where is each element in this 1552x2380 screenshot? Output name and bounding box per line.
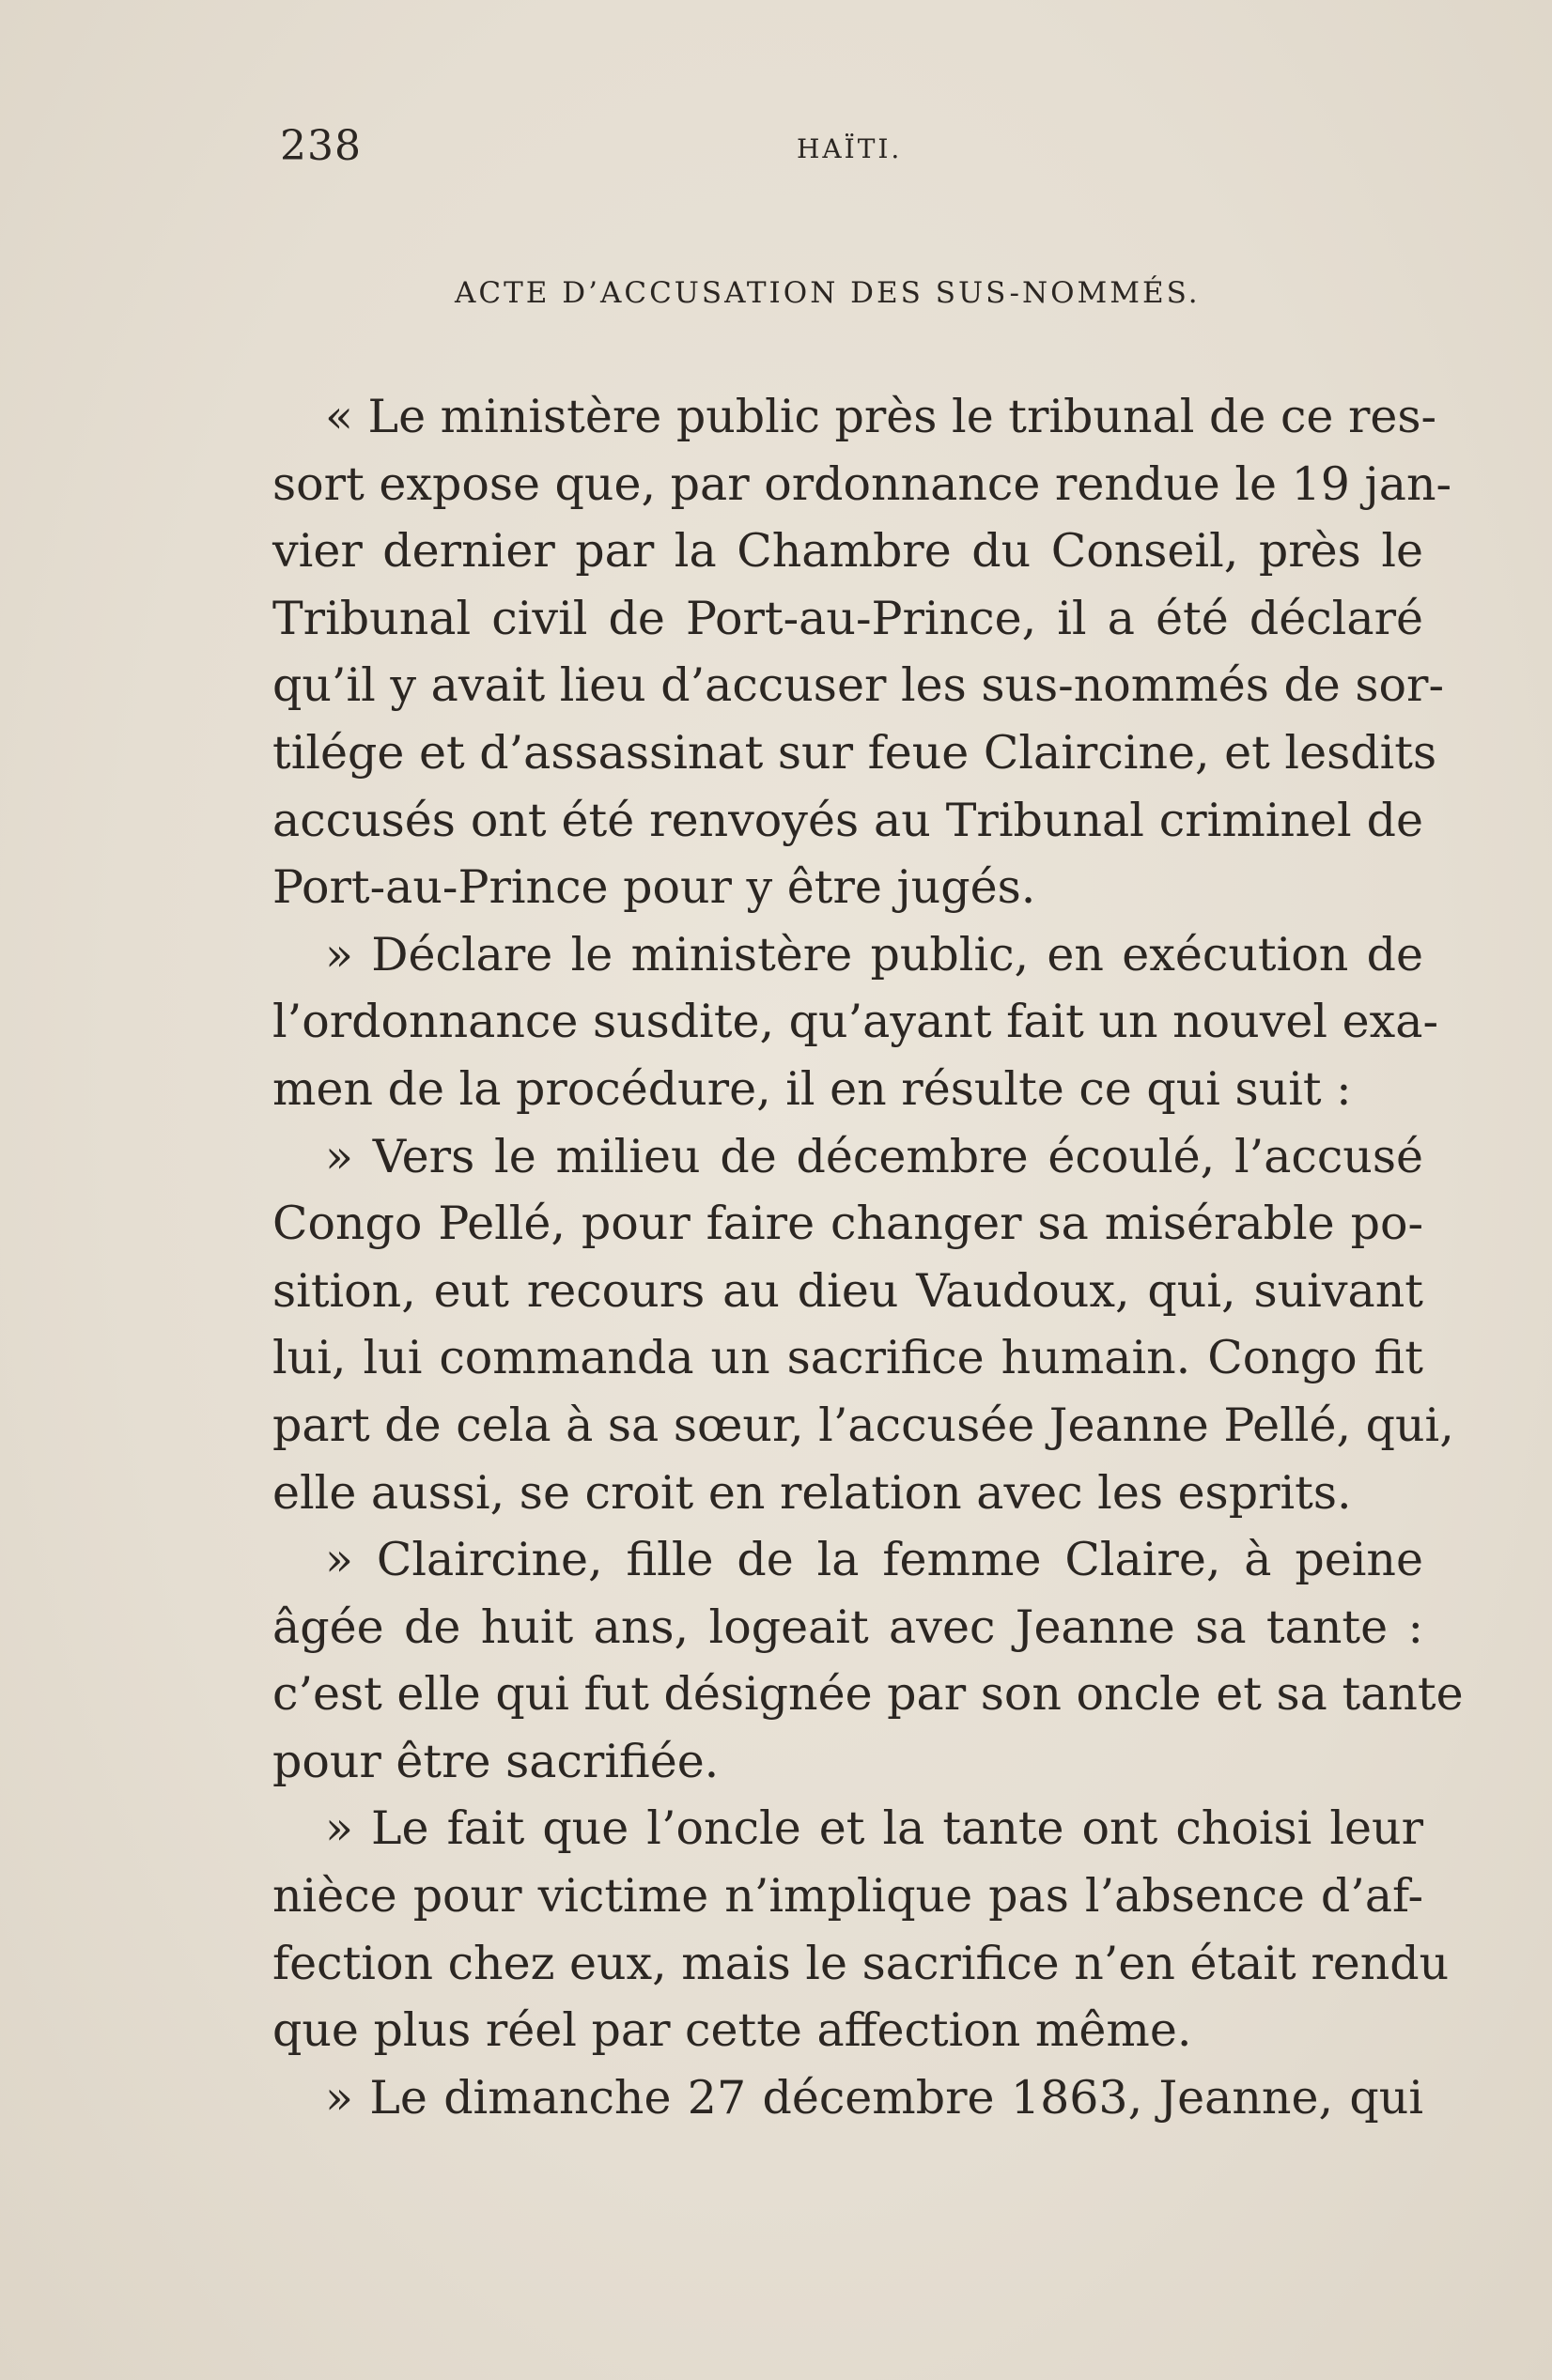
- text-line: « Le ministère public près le tribunal de ce res-: [325, 390, 1437, 443]
- text-line: l’ordonnance susdite, qu’ayant fait un nouvel exa-: [272, 995, 1439, 1049]
- text-line: » Vers le milieu de décembre écoulé, l’accusé: [325, 1129, 1423, 1183]
- text-line: part de cela à sa sœur, l’accusée Jeanne Pellé, qui,: [272, 1398, 1454, 1452]
- body-text: [272, 383, 1464, 2131]
- page-number: 238: [280, 122, 362, 170]
- text-line: Congo Pellé, pour faire changer sa misérable po-: [272, 1197, 1423, 1251]
- running-head: [280, 122, 1426, 178]
- text-line: » Claircine, fille de la femme Claire, à peine: [325, 1533, 1423, 1587]
- text-line: men de la procédure, il en résulte ce qui suit :: [272, 1061, 1352, 1116]
- text-line: qu’il y avait lieu d’accuser les sus-nommés de sor-: [272, 658, 1445, 713]
- text-line: que plus réel par cette affection même.: [272, 2003, 1192, 2058]
- text-line: elle aussi, se croit en relation avec les esprits.: [272, 1465, 1352, 1520]
- running-title: HAÏTI.: [797, 133, 903, 164]
- text-line: fection chez eux, mais le sacrifice n’en était rendu: [272, 1936, 1450, 1990]
- text-line: nièce pour victime n’implique pas l’absence d’af-: [272, 1869, 1423, 1924]
- text-line: c’est elle qui fut désignée par son oncle et sa tante: [272, 1667, 1464, 1722]
- text-line: Tribunal civil de Port-au-Prince, il a été déclaré: [272, 591, 1423, 645]
- text-line: » Déclare le ministère public, en exécution de: [325, 927, 1423, 981]
- text-line: lui, lui commanda un sacrifice humain. Congo fit: [272, 1331, 1423, 1385]
- text-line: âgée de huit ans, logeait avec Jeanne sa tante :: [272, 1600, 1423, 1654]
- text-line: sition, eut recours au dieu Vaudoux, qui, suivant: [272, 1263, 1423, 1318]
- text-line: vier dernier par la Chambre du Conseil, près le: [272, 524, 1423, 579]
- text-line: sort expose que, par ordonnance rendue le 19 jan-: [272, 456, 1452, 511]
- text-line: » Le dimanche 27 décembre 1863, Jeanne, qui: [325, 2070, 1423, 2125]
- text-line: pour être sacrifiée.: [272, 1734, 720, 1788]
- text-line: Port-au-Prince pour y être jugés.: [272, 860, 1036, 915]
- text-line: tilége et d’assassinat sur feue Claircine, et lesdits: [272, 725, 1437, 780]
- section-title: ACTE D’ACCUSATION DES SUS-NOMMÉS.: [455, 276, 1201, 310]
- text-line: » Le fait que l’oncle et la tante ont choisi leur: [325, 1801, 1423, 1856]
- text-line: accusés ont été renvoyés au Tribunal criminel de: [272, 793, 1423, 847]
